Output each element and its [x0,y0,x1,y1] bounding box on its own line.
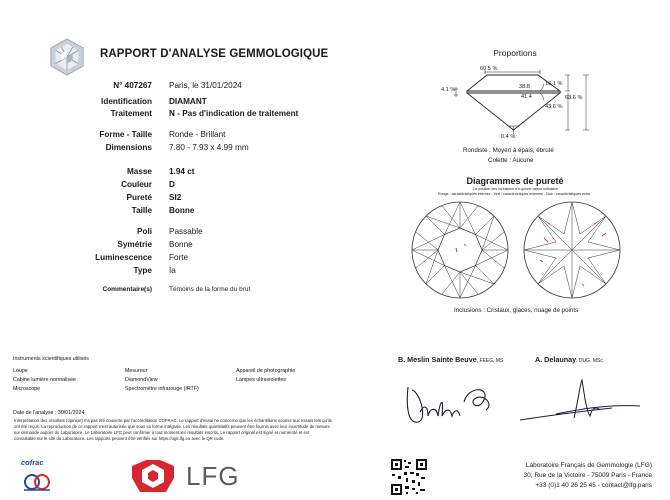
luminescence-label: Luminescence [95,253,152,262]
instrument-1: Loupe [13,368,28,374]
clarity-legend-2: Rouge : caractéristiques internes - Vert : caractéristiques externes - Noir : caractéristiques extra [438,192,590,196]
clarity-legend-1: La position des inclusions n'a qu'une valeur indicative [473,187,559,191]
report-number: N° 407267 [113,81,152,90]
clarity-pavilion-diagram [520,198,624,302]
taille-value: Bonne [169,206,195,215]
symetrie-value: Bonne [169,240,193,249]
identification-value: DIAMANT [169,97,207,106]
prop-crown-angle: 38.8 [519,84,530,90]
instrument-5: DiamondView [125,377,158,383]
prop-table: 60.5 % [480,66,498,72]
instruments-heading: Instruments scientifiques utilisés [13,356,89,362]
commentaires-value: Témoins de la forme du brut [169,286,251,293]
legal-note: Interprétation des résultats (opinion) n'a pas été couverte par l'accréditation COFRAC. Le rapport d'essai ne concerne que les échantillons soumis aux essais tels qu'ils ont été reçus. La reproduction de ce rapport n'est autorisée que sous sa forme intégrale. Les résultats quantitatifs peuvent être fournis avec leur incertitude de mesure sur demande auprès du Laboratoire. Le Laboratoire LFG peut confirmer à tout moment les résultats inscrits. Le rapport original est signé et numéroté et est consultable sur le site du Laboratoire. Les rapports peuvent être vérifiés sur https://ogit.lfg.eu avec le QR code. [14,418,332,441]
prop-pavilion-angle: 41.4 [521,94,532,100]
prop-colette: Colette : Aucune [488,157,534,164]
prop-total-depth: 63.6 % [565,95,583,101]
couleur-value: D [169,180,175,189]
signature-2 [516,372,646,428]
prop-culet: 0.4 % [501,134,516,140]
instrument-8: Lampes ultraviolettes [236,377,287,383]
lab-name: Laboratoire Français de Gemmologie (LFG) [525,462,652,469]
clarity-crown-diagram [408,198,512,302]
taille-label: Taille [131,206,152,215]
signature-1 [398,372,508,432]
analysis-date: Date de l'analyse : 30/01/2024 [13,410,85,416]
couleur-label: Couleur [121,180,152,189]
forme-label: Forme - Taille [99,130,152,139]
instrument-6: Spectromètre infrarouge (IRTF) [125,386,199,392]
traitement-label: Traitement [110,109,152,118]
prop-crown-height: 16.1 % [545,81,563,87]
traitement-value: N - Pas d'indication de traitement [169,109,299,118]
purete-label: Pureté [126,193,152,202]
prop-pavilion-depth: 43.6 % [545,104,563,110]
report-place-date: Paris, le 31/01/2024 [169,81,242,90]
luminescence-value: Forte [169,253,189,262]
dimensions-value: 7.80 - 7.93 x 4.99 mm [169,143,249,152]
proportions-title: Proportions [493,48,537,58]
commentaires-label: Commentaire(s) [102,286,152,293]
instrument-3: Microscope [13,386,41,392]
lab-address: 30, Rue de la Victoire - 75009 Paris - France [523,472,652,479]
dimensions-label: Dimensions [105,143,152,152]
masse-label: Masse [126,167,152,176]
instrument-2: Cabine lumière normalisée [13,377,77,383]
purete-value: SI2 [169,193,182,202]
clarity-inclusions: Inclusions : Cristaux, glaces, nuage de points [454,307,579,314]
poli-label: Poli [136,227,152,236]
prop-girdle: 4.1 % [441,87,456,93]
type-label: Type [133,266,152,275]
lfg-logo-text: LFG [186,461,240,491]
instrument-4: Mesureur [125,368,148,374]
type-value: Ia [169,266,176,275]
prop-rondiste: Rondiste : Moyen à épais, ébruté [463,147,554,154]
identification-label: Identification [101,97,152,106]
diamond-logo-icon [48,38,86,76]
signatory-2: A. Delaunay, DUG, MSc [535,355,603,364]
cofrac-text: cofrac [21,458,44,467]
report-title: RAPPORT D'ANALYSE GEMMOLOGIQUE [100,48,329,60]
proportions-diagram [420,60,620,140]
qr-code-icon [390,458,428,496]
lab-contact: +33 (0)1 40 26 25 45 - contact@lfg.paris [535,482,652,489]
lfg-logo-icon [126,458,180,498]
poli-value: Passable [169,227,203,236]
instrument-7: Appareil de photographie [236,368,296,374]
masse-value: 1.94 ct [169,167,195,176]
symetrie-label: Symétrie [117,240,152,249]
signatory-1: B. Meslin Sainte Beuve, FEEG, MS [398,355,504,364]
clarity-title: Diagrammes de pureté [466,176,564,186]
forme-value: Ronde - Brillant [169,130,226,139]
